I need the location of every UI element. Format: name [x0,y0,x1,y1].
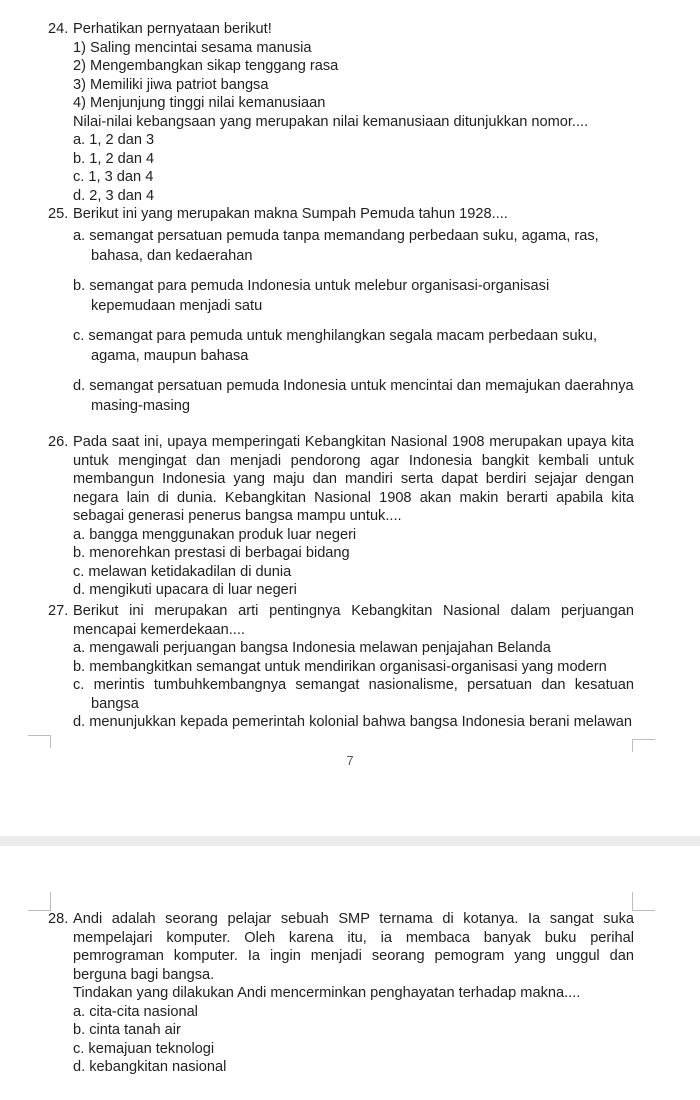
statement: 4) Menjunjung tinggi nilai kemanusiaan [73,95,326,111]
question-26 [48,433,634,600]
option-b: b. cinta tanah air [73,1022,181,1038]
page-separator [0,836,700,846]
question-25-stem: 25. Berikut ini yang merupakan makna Sumpah Pemuda tahun 1928.... [48,206,508,222]
option-a: a. 1, 2 dan 3 [73,132,155,148]
question-number: 25. [48,206,69,222]
question-number: 27. [48,603,69,619]
option-c: c. merintis tumbuhkembangnya semangat nasionalisme, persatuan dan kesatuan bangsa [73,677,634,712]
question-27-stem: 27. Berikut ini merupakan arti pentingnya Kebangkitan Nasional dalam perjuangan mencapai kemerdekaan.... [48,603,634,638]
option-d: d. 2, 3 dan 4 [73,187,155,204]
question-24-stem: 24. Perhatikan pernyataan berikut! [48,21,272,37]
crop-mark [632,739,655,752]
option-a: a. bangga menggunakan produk luar negeri [73,526,357,543]
question-28 [48,910,634,1077]
option-b: b. semangat para pemuda Indonesia untuk melebur organisasi-organisasi kepemudaan menjadi satu [73,277,550,314]
page-number: 7 [346,753,354,768]
question-26-stem: 26. Pada saat ini, upaya memperingati Kebangkitan Nasional 1908 merupakan upaya kita untuk mengingat dan menjadi pendorong agar Indonesia bangkit kembali untuk membangun Indonesia yang maju dan mandiri serta dapat berdiri sejajar dengan negara lain di dunia. Kebangkitan Nasional 1908 akan makin berarti apabila kita sebagai generasi penerus bangsa mampu untuk.... [48,434,634,524]
question-number: 28. [48,911,69,927]
option-b: b. menorehkan prestasi di berbagai bidang [73,545,350,561]
option-c: c. melawan ketidakadilan di dunia [73,563,292,580]
option-c: c. semangat para pemuda untuk menghilangkan segala macam perbedaan suku, agama, maupun bahasa [73,327,598,364]
question-25 [48,205,634,416]
question-number: 24. [48,21,69,37]
question-27 [48,602,634,732]
question-24 [48,20,634,205]
page-8 [0,846,700,1100]
question-28-question: Tindakan yang dilakukan Andi mencerminkan penghayatan terhadap makna.... [73,985,581,1001]
option-c: c. 1, 3 dan 4 [73,169,154,185]
statement: 2) Mengembangkan sikap tenggang rasa [73,58,339,74]
crop-mark [632,892,655,911]
option-c: c. kemajuan teknologi [73,1040,215,1057]
option-a: a. semangat persatuan pemuda tanpa memandang perbedaan suku, agama, ras, bahasa, dan kedaerahan [73,227,599,264]
crop-mark [28,735,51,748]
statement: 3) Memiliki jiwa patriot bangsa [73,76,269,93]
question-24-question: Nilai-nilai kebangsaan yang merupakan nilai kemanusiaan ditunjukkan nomor.... [73,113,589,130]
option-b: b. membangkitkan semangat untuk mendirikan organisasi-organisasi yang modern [73,658,607,675]
option-a: a. cita-cita nasional [73,1003,198,1020]
option-d: d. menunjukkan kepada pemerintah kolonial bahwa bangsa Indonesia berani melawan [73,714,632,730]
question-28-stem: 28. Andi adalah seorang pelajar sebuah SMP ternama di kotanya. Ia sangat suka mempelajari komputer. Oleh karena itu, ia membaca banyak buku perihal pemrograman komputer. Ia ingin menjadi seorang pemogram yang unggul dan berguna bagi bangsa. [48,911,634,983]
option-d: d. semangat persatuan pemuda Indonesia untuk mencintai dan memajukan daerahnya masing-masing [73,377,634,414]
option-d: d. kebangkitan nasional [73,1059,227,1075]
statement: 1) Saling mencintai sesama manusia [73,39,312,56]
question-number: 26. [48,434,69,450]
option-d: d. mengikuti upacara di luar negeri [73,582,297,598]
crop-mark [28,892,51,911]
option-b: b. 1, 2 dan 4 [73,150,155,167]
option-a: a. mengawali perjuangan bangsa Indonesia melawan penjajahan Belanda [73,640,551,656]
